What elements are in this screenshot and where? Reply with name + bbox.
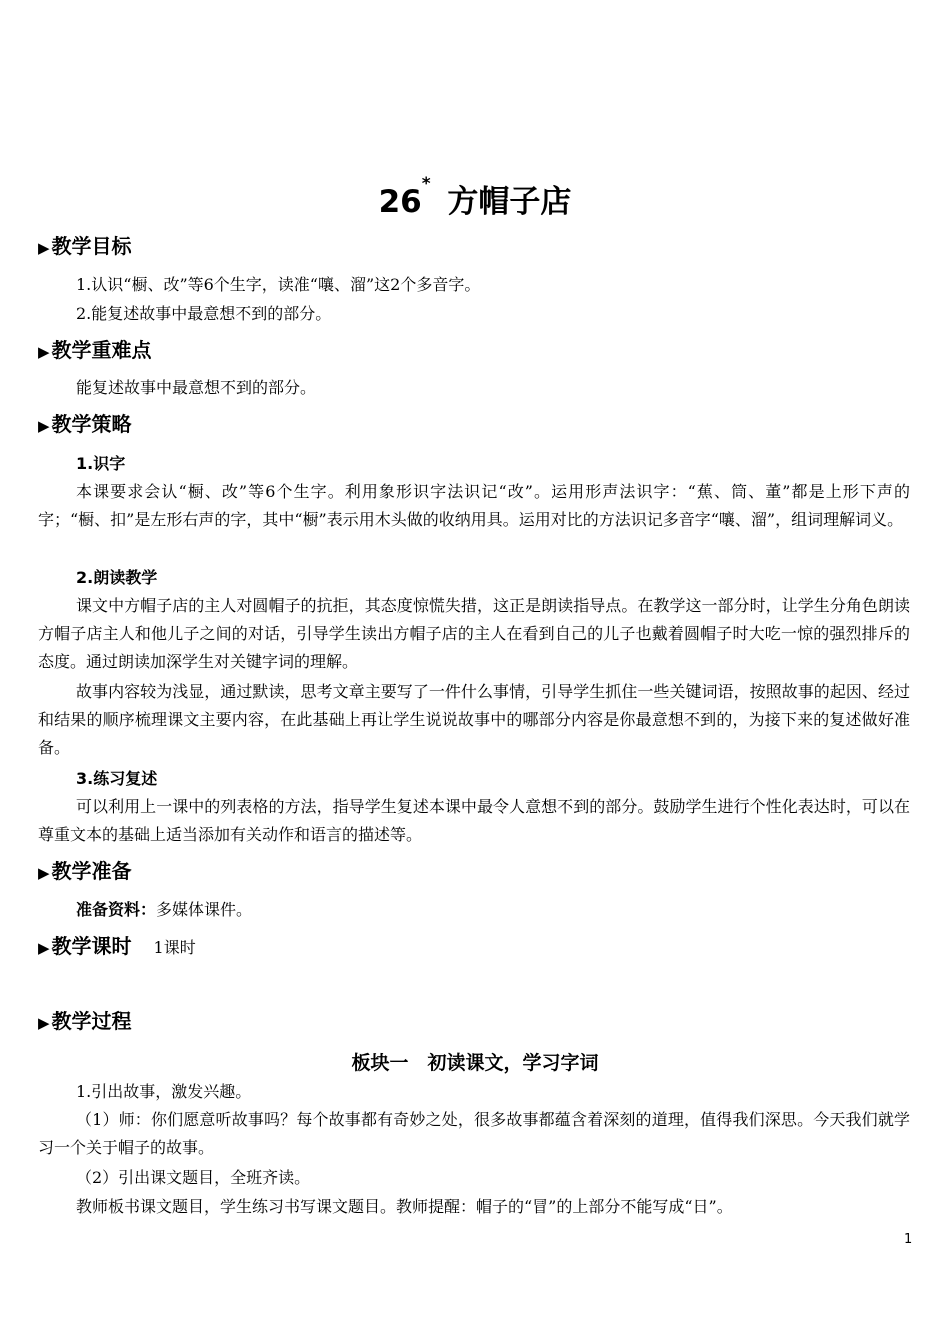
optional-mark: * (421, 174, 431, 194)
triangle-marker-icon: ▶ (38, 417, 50, 435)
prep-label: 准备资料： (76, 900, 157, 919)
triangle-marker-icon: ▶ (38, 939, 50, 957)
triangle-marker-icon: ▶ (38, 864, 50, 882)
lesson-title (0, 176, 950, 221)
hours-text: 1课时 (153, 938, 196, 957)
heading-strategy: ▶ 教学策略 (38, 412, 132, 436)
heading-goals: ▶ 教学目标 (38, 234, 132, 258)
goal-item-1: 1.认识“橱、改”等6个生字，读准“嚷、溜”这2个多音字。 (76, 275, 481, 294)
strategy-sub-literacy: 1.识字 (76, 454, 126, 473)
triangle-marker-icon: ▶ (38, 1014, 50, 1032)
keypoints-text: 能复述故事中最意想不到的部分。 (76, 378, 317, 397)
page-number: 1 (904, 1232, 913, 1247)
process-step-1: 1.引出故事，激发兴趣。 (76, 1082, 252, 1101)
lesson-title-text: 方帽子店 (447, 184, 572, 220)
heading-prep: ▶ 教学准备 (38, 859, 132, 883)
strategy-paragraph-1: 本课要求会认“橱、改”等6个生字。利用象形识字法识记“改”。运用形声法识字：“蕉、筒、董”都是上形下声的字；“橱、扣”是左形右声的字，其中“橱”表示用木头做的收纳用具。运用对比的方法识记多音字“嚷、溜”，组词理解词义。 (38, 482, 910, 529)
process-substep-2: （2）引出课文题目，全班齐读。 (76, 1168, 311, 1187)
strategy-paragraph-2: 课文中方帽子店的主人对圆帽子的抗拒，其态度惊慌失措，这正是朗读指导点。在教学这一部分时，让学生分角色朗读方帽子店主人和他儿子之间的对话，引导学生读出方帽子店的主人在看到自己的儿子也戴着圆帽子时大吃一惊的强烈排斥的态度。通过朗读加深学生对关键字词的理解。 (38, 596, 910, 671)
heading-process: ▶ 教学过程 (38, 1009, 132, 1033)
goal-item-2: 2.能复述故事中最意想不到的部分。 (76, 304, 332, 323)
triangle-marker-icon: ▶ (38, 239, 50, 257)
process-teacher-note: 教师板书课文题目，学生练习书写课文题目。教师提醒：帽子的“冒”的上部分不能写成“日”。 (76, 1197, 733, 1216)
strategy-sub-reading: 2.朗读教学 (76, 568, 158, 587)
triangle-marker-icon: ▶ (38, 343, 50, 361)
prep-line (76, 899, 252, 921)
block-one-title: 板块一 初读课文，学习字词 (351, 1052, 599, 1074)
process-substep-1: （1）师：你们愿意听故事吗？每个故事都有奇妙之处，很多故事都蕴含着深刻的道理，值得我们深思。今天我们就学习一个关于帽子的故事。 (38, 1110, 910, 1157)
heading-hours: ▶ 教学课时 1课时 (38, 934, 196, 958)
strategy-sub-retell: 3.练习复述 (76, 769, 158, 788)
strategy-paragraph-3: 故事内容较为浅显，通过默读，思考文章主要写了一件什么事情，引导学生抓住一些关键词语，按照故事的起因、经过和结果的顺序梳理课文主要内容，在此基础上再让学生说说故事中的哪部分内容是你最意想不到的，为接下来的复述做好准备。 (38, 682, 910, 757)
lesson-number: 26 (378, 184, 422, 220)
prep-text: 多媒体课件。 (156, 900, 253, 919)
strategy-paragraph-4: 可以利用上一课中的列表格的方法，指导学生复述本课中最令人意想不到的部分。鼓励学生进行个性化表达时，可以在尊重文本的基础上适当添加有关动作和语言的描述等。 (38, 797, 910, 844)
heading-keypoints: ▶ 教学重难点 (38, 338, 152, 362)
